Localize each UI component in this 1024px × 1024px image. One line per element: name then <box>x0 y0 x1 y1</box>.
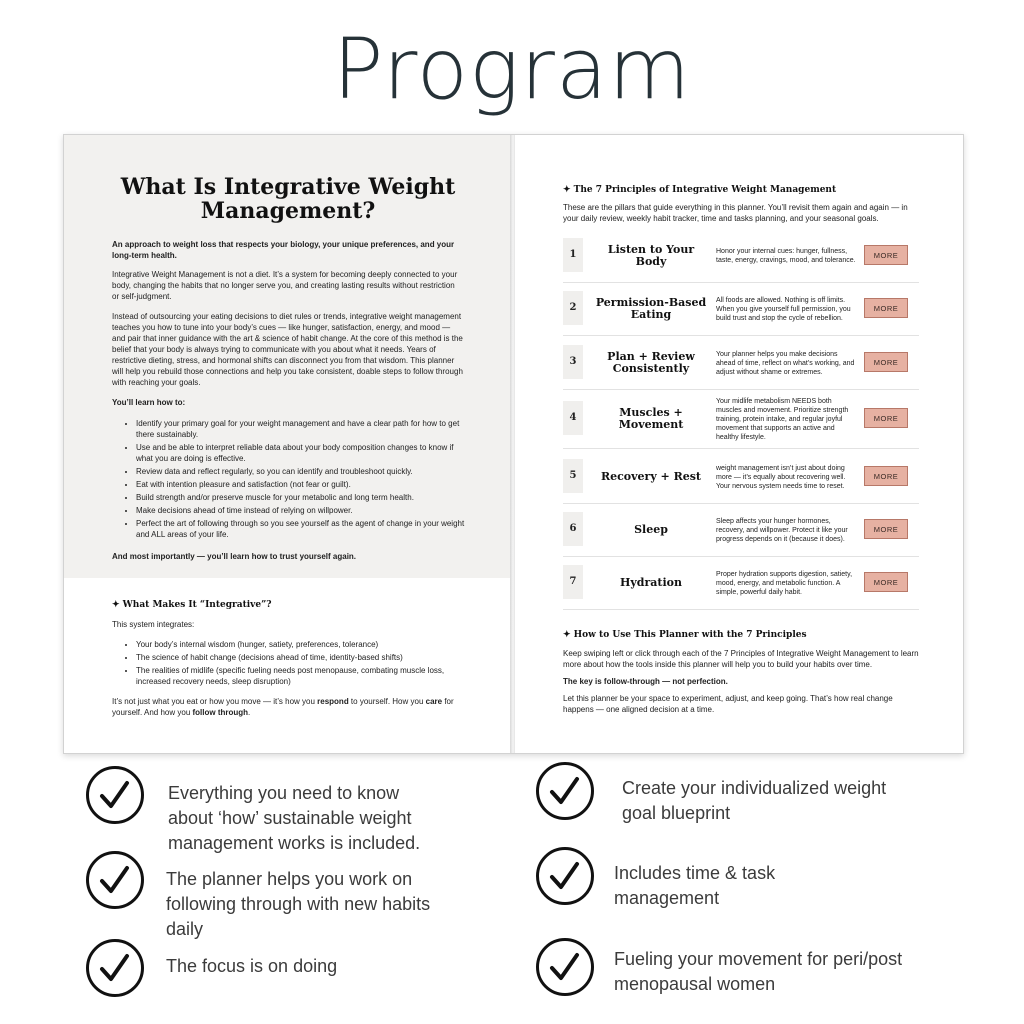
paragraph-definition: Integrative Weight Management is not a diet. It’s a system for becoming deeply connected to your body, changing the habits that no longer serve you, and creating lasting results without restriction or self-judgment. <box>112 270 458 301</box>
principle-description: Honor your internal cues: hunger, fullness, taste, energy, cravings, mood, and tolerance. <box>716 248 856 264</box>
more-button[interactable]: MORE <box>864 298 908 318</box>
principle-name: Listen to Your Body <box>607 243 695 268</box>
principle-number: 5 <box>563 459 583 493</box>
howto-text: Keep swiping left or click through each of the 7 Principles of Integrative Weight Management to learn more about how the tools inside this planner will help you to build your habits over time. <box>563 649 919 669</box>
principle-number: 4 <box>563 401 583 435</box>
closing-part: . <box>248 708 251 717</box>
principle-description: All foods are allowed. Nothing is off limits. When you give yourself full permission, you build trust and stop the cycle of rebellion. <box>716 296 851 322</box>
checkmark-icon <box>86 766 144 824</box>
paragraph-method: Instead of outsourcing your eating decisions to diet rules or trends, integrative weight management teaches you how to tune into your body’s cues — like hunger, satisfaction, energy, and mood — and pair that inner guidance with the art & science of habit change. At the core of this method is the belief that your body is always trying to communicate with you about what it needs. Years of restrictive dieting, stress, and hormonal shifts can disconnect you from that wisdom. This planner will help you rebuild those connections and help you take consistent, doable steps to follow through with reaching your goals. <box>112 312 463 387</box>
checkmark-icon <box>536 847 594 905</box>
checkmark-icon <box>86 851 144 909</box>
principle-name: Muscles + Movement <box>618 406 684 431</box>
more-button[interactable]: MORE <box>864 408 908 428</box>
more-button[interactable]: MORE <box>864 572 908 592</box>
principle-description: Proper hydration supports digestion, satiety, mood, energy, and metabolic function. A simple, powerful daily habit. <box>716 570 853 596</box>
principle-name: Sleep <box>634 523 668 536</box>
closing-emphasis: care <box>425 697 443 706</box>
principle-description: Your planner helps you make decisions ahead of time, reflect on what’s working, and adjust without shame or extremes. <box>716 350 855 376</box>
principle-number: 3 <box>563 345 583 379</box>
list-item: • Review data and reflect regularly, so you can identify and troubleshoot quickly. <box>136 466 466 477</box>
integrative-heading: ✦ What Makes It “Integrative”? <box>112 600 272 610</box>
feature-item: Fueling your movement for peri/post menopausal women <box>614 949 903 994</box>
principle-row <box>563 230 919 283</box>
principle-row <box>563 337 919 390</box>
learn-heading: You’ll learn how to: <box>112 398 186 407</box>
more-button[interactable]: MORE <box>864 466 908 486</box>
list-item: • Make decisions ahead of time instead of relying on willpower. <box>136 505 466 516</box>
more-button[interactable]: MORE <box>864 352 908 372</box>
integrates-list <box>112 639 466 689</box>
list-item: • Identify your primary goal for your weight management and have a clear path for how to get there sustainably. <box>136 418 466 440</box>
principle-name: Hydration <box>620 576 682 589</box>
learn-list <box>112 418 466 542</box>
feature-item: Everything you need to know about ‘how’ sustainable weight management works is included. <box>168 783 421 853</box>
more-button[interactable]: MORE <box>864 245 908 265</box>
principle-number: 2 <box>563 291 583 325</box>
page-title-line-2: Management? <box>200 198 376 224</box>
page-title <box>84 175 492 223</box>
checkmark-icon <box>86 939 144 997</box>
principle-name: Recovery + Rest <box>600 470 702 483</box>
principle-row <box>563 557 919 610</box>
closing-part: to yourself. How you <box>348 697 426 706</box>
principle-name: Permission-Based Eating <box>595 296 707 321</box>
list-item: • The science of habit change (decisions ahead of time, identity-based shifts) <box>136 652 466 663</box>
principle-number: 6 <box>563 512 583 546</box>
final-text: Let this planner be your space to experiment, adjust, and keep going. That’s how real change happens — one aligned decision at a time. <box>563 694 893 714</box>
list-item: • The realities of midlife (specific fueling needs post menopause, combating muscle loss, increased recovery needs, sleep disruption) <box>136 665 466 687</box>
principles-heading: ✦ The 7 Principles of Integrative Weight Management <box>563 185 837 195</box>
most-importantly: And most importantly — you’ll learn how to trust yourself again. <box>112 552 357 561</box>
principle-description: Your midlife metabolism NEEDS both muscles and movement. Prioritize strength training, protein intake, and regular joyful movement that supports an active and healthy lifestyle. <box>716 397 849 441</box>
intro-statement: An approach to weight loss that respects your biology, your unique preferences, and your long-term health. <box>112 240 455 260</box>
closing-part: for yourself. And how you <box>112 697 454 717</box>
principle-row <box>563 390 919 449</box>
principle-description: weight management isn’t just about doing more — it’s equally about recovering well. Your nervous system needs time to reset. <box>716 464 846 490</box>
closing-part: It’s not just what you eat or how you move — it’s how you <box>112 697 318 706</box>
principles-intro: These are the pillars that guide everything in this planner. You’ll revisit them again and again — in your daily review, weekly habit tracker, time and tasks planning, and your seasonal goals. <box>563 203 908 223</box>
principle-name: Plan + Review Consistently <box>607 350 695 375</box>
list-item: • Build strength and/or preserve muscle for your metabolic and long term health. <box>136 492 466 503</box>
principle-row <box>563 283 919 336</box>
principle-description: Sleep affects your hunger hormones, recovery, and willpower. Protect it like your progress depends on it (because it does). <box>716 517 848 543</box>
list-item: • Eat with intention pleasure and satisfaction (not fear or guilt). <box>136 479 466 490</box>
feature-item: Create your individualized weight goal blueprint <box>622 778 887 823</box>
feature-item: The focus is on doing <box>166 956 338 976</box>
right-page <box>515 135 963 753</box>
page-heading: Program <box>332 20 692 118</box>
page-title-line-1: What Is Integrative Weight <box>120 174 456 200</box>
closing-statement <box>112 696 464 718</box>
list-item: • Your body’s internal wisdom (hunger, satiety, preferences, tolerance) <box>136 639 466 650</box>
list-item: • Use and be able to interpret reliable data about your body composition changes to know if what you are doing is effective. <box>136 442 466 464</box>
closing-emphasis: respond <box>317 697 349 706</box>
closing-emphasis: follow through <box>192 708 249 717</box>
feature-item: Includes time & task management <box>614 863 776 908</box>
checkmark-icon <box>536 762 594 820</box>
checkmark-icon <box>536 938 594 996</box>
planner-spread <box>63 134 964 754</box>
principle-number: 7 <box>563 565 583 599</box>
more-button[interactable]: MORE <box>864 519 908 539</box>
left-page <box>64 135 513 753</box>
key-text: The key is follow-through — not perfection. <box>563 677 728 686</box>
howto-heading: ✦ How to Use This Planner with the 7 Principles <box>563 630 807 640</box>
principle-row <box>563 504 919 557</box>
integrates-label: This system integrates: <box>112 620 195 629</box>
principle-row <box>563 451 919 504</box>
principle-number: 1 <box>563 238 583 272</box>
feature-item: The planner helps you work on following through with new habits daily <box>166 869 431 939</box>
list-item: • Perfect the art of following through so you see yourself as the agent of change in your weight and ALL areas of your life. <box>136 518 466 540</box>
